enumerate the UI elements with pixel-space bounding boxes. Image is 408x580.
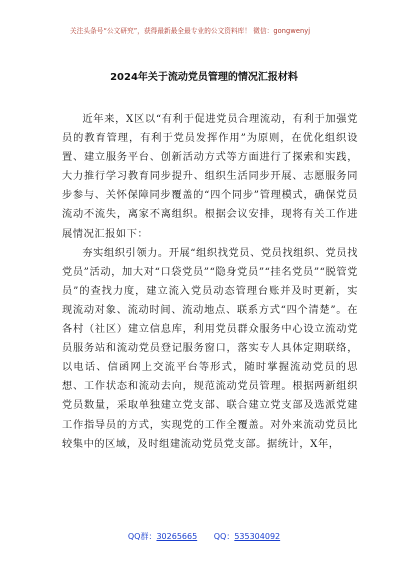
qq-personal-number[interactable]: 535304092 <box>234 532 281 541</box>
header-banner: 关注头条号“公文研究”，获得最新最全最专业的公文资料库！ 微信：gongwenyj <box>70 27 311 35</box>
document-title: 2024年关于流动党员管理的情况汇报材料 <box>110 72 298 83</box>
qq-group-label: QQ群： <box>127 532 157 541</box>
paragraph-organization: 夯实组织引领力。开展“组织找党员、党员找组织、党员找党员”活动，加大对“口袋党员”“隐身党员”“挂名党员”“脱管党员”的查找力度，建立流入党员动态管理台账并及时更新，实现流动对象、流动时间、流动地点、联系方式“四个清楚”。在各村（社区）建立信息库，利用党员群众服务中心设立流动党员服务站和流动党员登记服务窗口，落实专人具体定期联络，以电话、信函网上交流平台等形式，随时掌握流动党员的思想、工作状态和流动去向，规范流动党员管理。根据两新组织党员数量，采取单独建立党支部、联合建立党支部及选派党建工作指导员的方式，实现党的工作全覆盖。对外来流动党员比较集中的区域，及时组建流动党员党支部。据统计，X年， <box>62 247 358 450</box>
qq-personal <box>214 531 280 543</box>
footer-contact <box>0 531 408 543</box>
qq-group <box>128 531 197 543</box>
qq-personal-label: QQ： <box>213 532 235 541</box>
paragraph-intro: 近年来，X区以“有利于促进党员合理流动，有利于加强党员的教育管理，有利于党员发挥作用”为原则，在优化组织设置、建立服务平台、创新活动方式等方面进行了探索和实践，大力推行学习教育同步提升、组织生活同步开展、志愿服务同步参与、关怀保障同步覆盖的“四个同步”管理模式，确保党员流动不流失，离家不离组织。根据会议安排，现将有关工作进展情况汇报如下： <box>62 114 358 240</box>
qq-group-number[interactable]: 30265665 <box>156 532 198 541</box>
document-body <box>62 110 358 454</box>
